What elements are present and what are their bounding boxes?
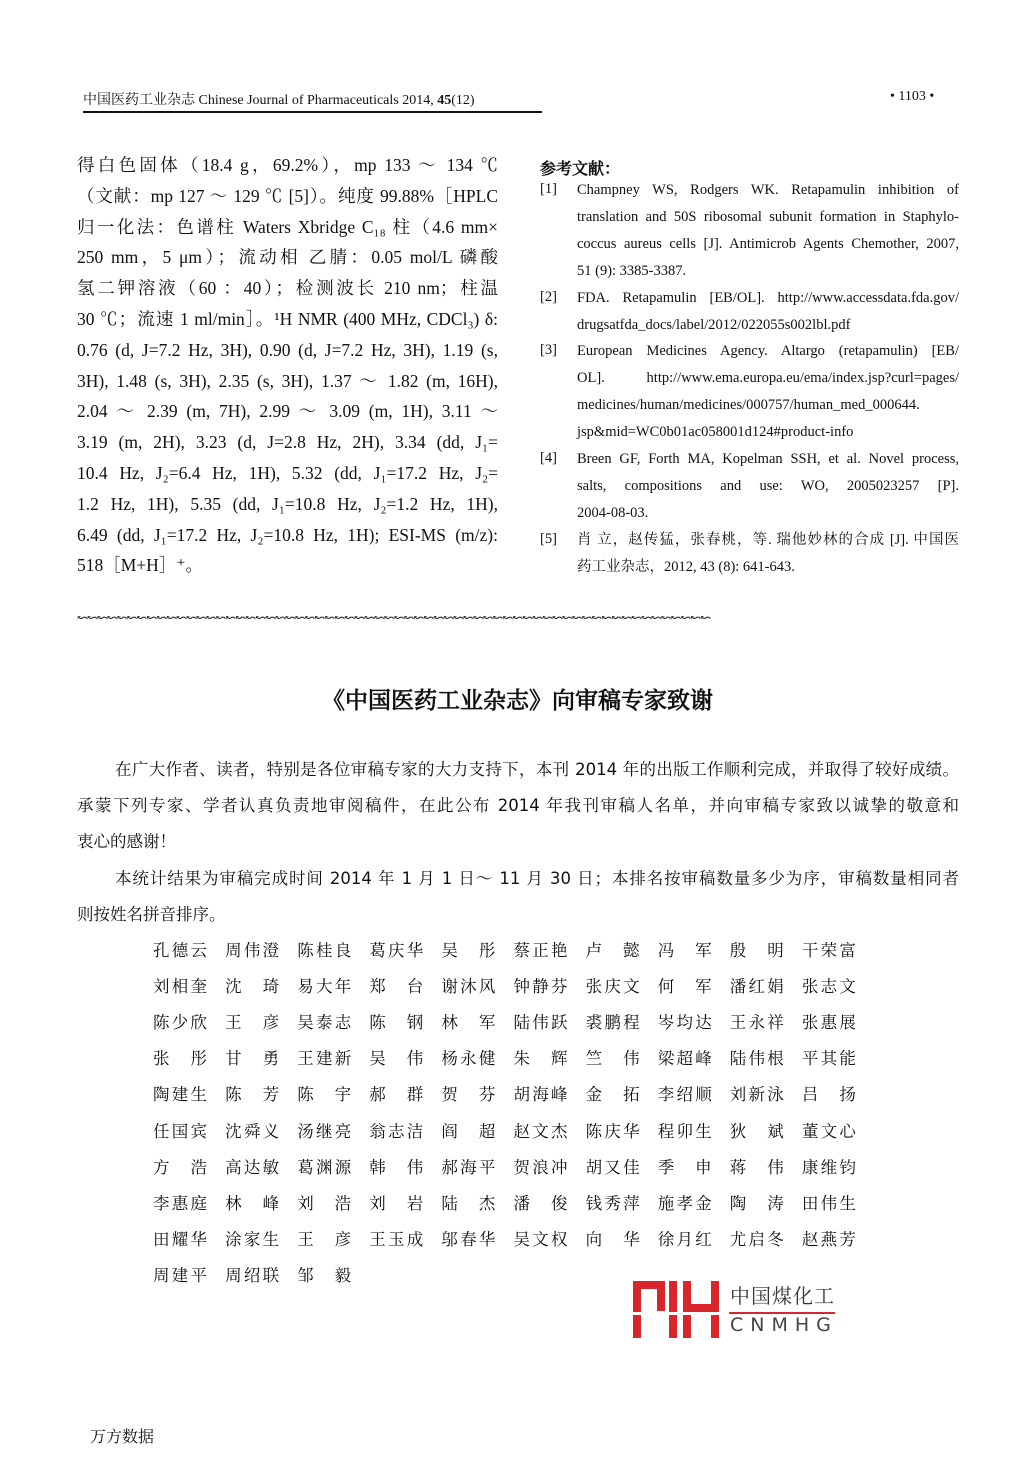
reviewer-name: 徐月红 <box>657 1229 712 1249</box>
references-heading: 参考文献： <box>540 159 621 178</box>
reference-line: salts, compositions and use: WO, 2005023257 [P]. <box>577 477 959 494</box>
reviewer-name: 林 军 <box>441 1013 496 1033</box>
journal-name-cn: 中国医药工业杂志 <box>83 93 195 108</box>
reference-line: jsp&mid=WC0b01ac058001d124#product-info <box>577 424 854 441</box>
body-text-line: 3H), 1.48 (s, 3H), 2.35 (s, 3H), 1.37 ～ 1.82 (m, 16H), <box>77 370 498 391</box>
reviewer-name: 陈庆华 <box>585 1121 640 1141</box>
reviewer-name: 陈 宇 <box>297 1085 352 1105</box>
reference-number: [5] <box>540 530 557 547</box>
reviewer-name: 周建平 <box>153 1265 207 1285</box>
reviewer-name: 郝海平 <box>441 1157 496 1177</box>
reviewer-name: 沈 琦 <box>225 977 280 997</box>
body-text-line: 0.76 (d, J=7.2 Hz, 3H), 0.90 (d, J=7.2 Hz, 3H), 1.19 (s, <box>77 339 498 360</box>
body-text-line: 518［M+H］⁺。 <box>77 555 204 576</box>
reference-number: [4] <box>540 450 557 466</box>
reviewer-name: 高达敏 <box>225 1157 280 1177</box>
paragraph-line: 则按姓名拼音排序。 <box>77 905 226 924</box>
reviewer-name: 程卯生 <box>657 1121 712 1141</box>
reviewer-name: 张惠展 <box>801 1013 856 1033</box>
reference-line: drugsatfda_docs/label/2012/022055s002lbl.pdf <box>577 316 851 333</box>
paragraph-line: 衷心的感谢！ <box>77 832 176 851</box>
reference-line: 药工业杂志，2012, 43 (8): 641-643. <box>577 558 795 575</box>
reviewer-name: 潘红娟 <box>729 977 784 997</box>
reviewer-name: 赵燕芳 <box>801 1229 856 1249</box>
reviewer-name: 谢沐风 <box>441 977 496 997</box>
reviewer-name: 郑 台 <box>369 977 424 997</box>
reviewer-name: 王玉成 <box>369 1229 424 1249</box>
paragraph-line: 本统计结果为审稿完成时间 2014 年 1 月 1 日～ 11 月 30 日；本排名按审稿数量多少为序，审稿数量相同者 <box>115 869 959 888</box>
reviewer-name: 葛渊源 <box>297 1157 352 1177</box>
reviewer-name: 杨永健 <box>441 1049 496 1069</box>
reviewer-name: 方 浩 <box>153 1157 207 1177</box>
body-text-line: 归一化法：色谱柱 Waters Xbridge C₁₈ 柱（4.6 mm× <box>77 216 498 237</box>
reviewer-name: 平其能 <box>801 1049 856 1069</box>
reviewer-name: 胡又佳 <box>585 1157 640 1177</box>
body-text-line: 250 mm，5 μm）；流动相 乙腈：0.05 mol/L 磷酸 <box>77 247 498 268</box>
reviewer-name: 张 彤 <box>153 1049 207 1069</box>
notice-title: 《中国医药工业杂志》向审稿专家致谢 <box>322 688 713 714</box>
reviewer-name: 陶建生 <box>153 1085 207 1105</box>
reviewer-name: 钟静芬 <box>513 977 568 997</box>
reviewer-name: 刘 岩 <box>369 1193 424 1213</box>
paragraph-line: 承蒙下列专家、学者认真负责地审阅稿件，在此公布 2014 年我刊审稿人名单，并向审稿专家致以诚挚的敬意和 <box>77 796 959 815</box>
reference-line: medicines/human/medicines/000757/human_med_000644. <box>577 397 920 414</box>
reviewer-name: 金 拓 <box>585 1085 640 1105</box>
reviewer-name: 施孝金 <box>657 1193 712 1213</box>
logo-text-cn: 中国煤化工 <box>730 1284 835 1308</box>
footer-source: 万方数据 <box>90 1427 155 1446</box>
reviewer-name: 陆伟跃 <box>513 1013 568 1033</box>
reviewer-name: 董文心 <box>801 1121 856 1141</box>
reference-line: 肖 立，赵传猛，张春桃，等. 瑞他妙林的合成 [J]. 中国医 <box>577 531 959 548</box>
reviewer-name: 陶 涛 <box>729 1193 784 1213</box>
body-text-line: 6.49 (dd, J₁=17.2 Hz, J₂=10.8 Hz, 1H); ESI-MS (m/z): <box>77 524 498 545</box>
reviewer-name: 王 彦 <box>297 1229 352 1249</box>
reviewer-name: 吴泰志 <box>297 1013 352 1033</box>
reviewer-name: 贺 芬 <box>441 1085 496 1105</box>
ornament-divider: ↜↜↜↜↜↜↜↜↜↜↜↜↜↜↜↜↜↜↜↜↜↜↜↜↜↜↜↜↜↜↜↜↜↜↜↜↜↜↜↜↜↜↜↜↜↜↜↜↜↜↜↜↜↜↜↜↜↜↜↜↜↜↜↜ <box>77 611 711 626</box>
reviewer-name: 刘 浩 <box>297 1193 352 1213</box>
reviewer-name: 岑均达 <box>657 1013 712 1033</box>
reviewer-name: 陈桂良 <box>297 941 352 960</box>
body-text-line: 氢二钾溶液（60 ：40）；检测波长 210 nm；柱温 <box>77 278 498 299</box>
reference-line: coccus aureus cells [J]. Antimicrob Agents Chemother, 2007, <box>577 235 959 252</box>
reviewer-name: 周伟澄 <box>225 941 280 960</box>
reviewer-name: 狄 斌 <box>729 1121 784 1141</box>
reviewer-name: 刘新泳 <box>729 1085 784 1105</box>
reference-number: [2] <box>540 288 557 305</box>
reviewer-name: 刘相奎 <box>153 977 207 997</box>
reviewer-name: 郝 群 <box>369 1085 424 1105</box>
reviewer-name: 卢 懿 <box>585 941 640 960</box>
reviewer-name: 易大年 <box>297 977 352 997</box>
reviewer-name: 阎 超 <box>441 1121 496 1141</box>
reviewer-name: 蔡正艳 <box>513 941 568 960</box>
reviewer-name: 翁志洁 <box>369 1121 424 1141</box>
reference-number: [1] <box>540 181 557 197</box>
reviewer-name: 吴 伟 <box>369 1049 424 1069</box>
reviewer-name: 朱 辉 <box>513 1049 568 1069</box>
reviewer-name: 周绍联 <box>225 1265 280 1285</box>
body-text-line: 30 ℃；流速 1 ml/min］。¹H NMR (400 MHz, CDCl₃) δ: <box>77 309 498 329</box>
body-text-line: 3.19 (m, 2H), 3.23 (d, J=2.8 Hz, 2H), 3.34 (dd, J₁= <box>77 432 498 453</box>
reviewer-name: 何 军 <box>657 977 712 997</box>
reviewer-name: 康维钧 <box>801 1157 856 1177</box>
reviewer-name: 陆伟根 <box>729 1049 784 1069</box>
reviewer-name: 孔德云 <box>153 941 207 960</box>
reviewer-name: 裘鹏程 <box>585 1013 640 1033</box>
reviewer-name: 尤启冬 <box>729 1229 784 1249</box>
reviewer-name: 王 彦 <box>225 1013 280 1033</box>
reviewer-name: 胡海峰 <box>513 1085 568 1105</box>
reviewer-name: 陈 钢 <box>369 1013 424 1033</box>
reviewer-name: 竺 伟 <box>585 1049 640 1069</box>
reviewer-name: 张志文 <box>801 977 856 997</box>
journal-name-en: Chinese Journal of Pharmaceuticals 2014, <box>198 93 434 108</box>
reviewer-name: 贺浪冲 <box>513 1157 568 1177</box>
reviewer-name: 邬春华 <box>441 1229 496 1249</box>
body-text-line: 2.04 ～ 2.39 (m, 7H), 2.99 ～ 3.09 (m, 1H), 3.11 ～ <box>77 401 498 422</box>
reference-line: OL]. http://www.ema.europa.eu/ema/index.jsp?curl=pages/ <box>577 370 959 387</box>
reviewer-name: 甘 勇 <box>225 1049 280 1069</box>
cnmhg-watermark-logo <box>633 1278 843 1342</box>
header-rule <box>83 111 542 113</box>
reviewer-name: 李惠庭 <box>153 1193 207 1213</box>
reference-line: FDA. Retapamulin [EB/OL]. http://www.accessdata.fda.gov/ <box>577 289 959 306</box>
reviewer-name: 吴文权 <box>513 1229 568 1249</box>
body-text-line: 10.4 Hz, J₂=6.4 Hz, 1H), 5.32 (dd, J₁=17.2 Hz, J₂= <box>77 463 498 483</box>
reviewer-name: 韩 伟 <box>369 1157 424 1177</box>
reviewer-name: 季 申 <box>657 1157 712 1177</box>
reviewer-name: 陆 杰 <box>441 1193 496 1213</box>
reviewer-name: 潘 俊 <box>513 1193 568 1213</box>
reviewer-name: 吴 彤 <box>441 941 496 960</box>
reviewer-name: 冯 军 <box>657 941 712 960</box>
reviewer-name: 干荣富 <box>801 941 856 960</box>
reference-line: translation and 50S ribosomal subunit formation in Staphylo- <box>577 208 959 225</box>
reviewer-name: 吕 扬 <box>801 1085 856 1105</box>
reviewer-name: 涂家生 <box>225 1229 280 1249</box>
reviewer-name: 林 峰 <box>225 1193 280 1213</box>
running-header <box>83 89 475 109</box>
reference-line: 51 (9): 3385-3387. <box>577 262 687 279</box>
reference-line: Breen GF, Forth MA, Kopelman SSH, et al. Novel process, <box>577 451 959 467</box>
reviewer-name: 陈 芳 <box>225 1085 280 1105</box>
reviewer-name: 钱秀萍 <box>585 1193 640 1213</box>
reviewer-name: 陈少欣 <box>153 1013 207 1033</box>
reviewer-name: 汤继亮 <box>297 1121 352 1141</box>
reference-line: 2004-08-03. <box>577 504 649 521</box>
page-number: • 1103 • <box>890 89 935 104</box>
reviewer-name: 梁超峰 <box>657 1049 712 1069</box>
reviewer-name: 向 华 <box>585 1229 640 1249</box>
reviewer-name: 王建新 <box>297 1049 352 1069</box>
body-text-line: 得白色固体（18.4 g，69.2%），mp 133 ～ 134 ℃ <box>77 155 498 175</box>
reviewer-name: 蒋 伟 <box>729 1157 784 1177</box>
reviewer-name: 李绍顺 <box>657 1085 712 1105</box>
body-text-line: （文献：mp 127 ～ 129 ℃ [5]）。纯度 99.88%［HPLC <box>77 185 498 206</box>
reviewer-name: 田耀华 <box>153 1229 207 1249</box>
volume: 45 <box>437 93 452 108</box>
body-text-line: 1.2 Hz, 1H), 5.35 (dd, J₁=10.8 Hz, J₂=1.2 Hz, 1H), <box>77 493 498 514</box>
reviewer-name: 葛庆华 <box>369 941 424 960</box>
logo-text-en: CNMHG <box>730 1314 838 1336</box>
reviewer-name: 张庆文 <box>585 977 640 997</box>
reviewer-name: 赵文杰 <box>513 1121 568 1141</box>
issue: (12) <box>451 93 475 108</box>
reviewer-name: 殷 明 <box>729 941 784 960</box>
reviewer-name: 王永祥 <box>729 1013 784 1033</box>
reference-number: [3] <box>540 342 557 359</box>
reviewer-name: 任国宾 <box>153 1121 207 1141</box>
reference-line: European Medicines Agency. Altargo (retapamulin) [EB/ <box>577 343 959 360</box>
reviewer-name: 田伟生 <box>801 1193 856 1213</box>
reference-line: Champney WS, Rodgers WK. Retapamulin inhibition of <box>577 182 959 198</box>
paragraph-line: 在广大作者、读者，特别是各位审稿专家的大力支持下，本刊 2014 年的出版工作顺利完成，并取得了较好成绩。 <box>115 760 959 779</box>
reviewer-name: 邹 毅 <box>297 1265 352 1285</box>
reviewer-name: 沈舜义 <box>225 1121 280 1141</box>
